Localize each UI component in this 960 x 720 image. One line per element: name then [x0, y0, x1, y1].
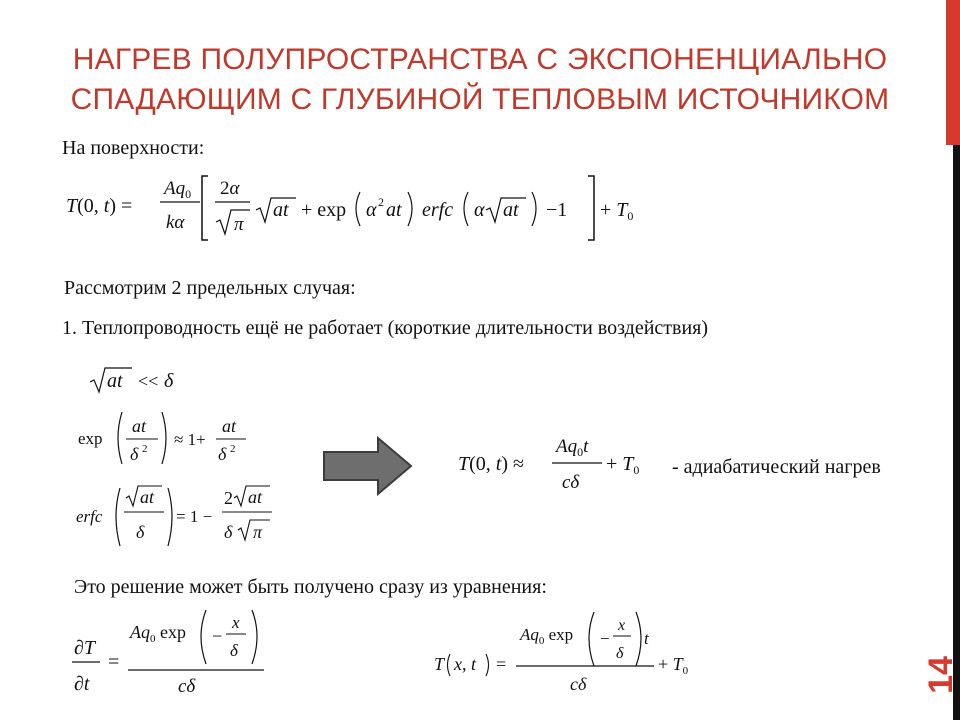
- svg-text:at: at: [386, 199, 402, 221]
- right-arrow-icon: [322, 436, 414, 496]
- svg-text:δ: δ: [130, 444, 139, 464]
- svg-text:α: α: [366, 199, 377, 221]
- svg-text:erfc: erfc: [76, 507, 103, 526]
- svg-text:∂t: ∂t: [74, 673, 90, 695]
- adiabatic-formula: [456, 432, 656, 496]
- svg-text:δ: δ: [224, 522, 233, 542]
- svg-text:+ exp: + exp: [301, 199, 347, 221]
- svg-text:2α: 2α: [220, 178, 240, 199]
- svg-text:x: x: [618, 617, 626, 634]
- erfc-approximation: [76, 480, 276, 552]
- svg-text:x, t: x, t: [454, 654, 477, 674]
- page-number: 14: [922, 656, 960, 694]
- svg-text:<<: <<: [138, 371, 159, 391]
- svg-text:at: at: [273, 199, 289, 221]
- svg-text:t: t: [644, 629, 649, 648]
- svg-text:δ: δ: [616, 645, 624, 662]
- consider-cases-text: Рассмотрим 2 предельных случая:: [64, 277, 356, 299]
- svg-text:+ T0: + $T_0$: [658, 654, 689, 677]
- svg-text:at: at: [107, 370, 123, 392]
- svg-text:+ T0: + $T_0$: [606, 453, 640, 477]
- svg-text:Aq0t: $Aq_0t$: [556, 436, 589, 459]
- svg-text:δ: δ: [218, 444, 227, 464]
- svg-text:at: at: [222, 416, 237, 436]
- case-1-text: 1. Теплопроводность ещё не работает (короткие длительности воздействия): [62, 317, 709, 339]
- svg-text:2: 2: [142, 443, 148, 455]
- adiabatic-label: - адиабатический нагрев: [672, 456, 881, 478]
- svg-text:2: 2: [224, 488, 233, 508]
- svg-text:exp: exp: [78, 429, 103, 448]
- svg-text:Aq0 exp: $Aq_0$ exp: [130, 622, 186, 645]
- svg-text:−: −: [212, 626, 223, 646]
- svg-text:Aq0 exp: $Aq_0$ exp: [520, 625, 574, 647]
- svg-text:2: 2: [230, 443, 236, 455]
- svg-text:at: at: [248, 487, 263, 507]
- svg-text:∂T: ∂T: [74, 637, 96, 659]
- svg-text:δ: δ: [136, 522, 145, 542]
- side-rule: [953, 145, 960, 720]
- svg-text:−: −: [600, 629, 610, 648]
- svg-text:δ: δ: [230, 641, 238, 660]
- title-line-1: НАГРЕВ ПОЛУПРОСТРАНСТВА С ЭКСПОНЕНЦИАЛЬНО: [72, 43, 888, 76]
- svg-text:=: =: [108, 651, 120, 673]
- svg-text:=: =: [496, 654, 507, 674]
- svg-text:erfc: erfc: [422, 199, 454, 221]
- svg-text:δ: δ: [164, 370, 174, 392]
- slide-title: [40, 40, 920, 120]
- svg-text:≈ 1+: ≈ 1+: [174, 430, 206, 449]
- svg-text:cδ: cδ: [562, 472, 580, 493]
- solution-formula: [432, 604, 702, 700]
- surface-label: На поверхности:: [62, 137, 205, 159]
- svg-text:π: π: [234, 214, 244, 235]
- svg-text:= 1 −: = 1 −: [176, 507, 213, 526]
- svg-text:cδ: cδ: [178, 676, 196, 697]
- svg-text:+ T0: + $T_0$: [600, 199, 634, 223]
- title-line-2: СПАДАЮЩИМ С ГЛУБИНОЙ ТЕПЛОВЫМ ИСТОЧНИКОМ: [70, 83, 890, 116]
- svg-text:π: π: [253, 522, 263, 542]
- svg-text:cδ: cδ: [570, 674, 587, 694]
- svg-text:T: T: [434, 654, 445, 674]
- surface-temperature-formula: [60, 170, 660, 246]
- svg-text:T(0, t) ≈: T(0, t) ≈: [458, 453, 524, 475]
- svg-text:at: at: [132, 416, 147, 436]
- svg-text:Aq0: $Aq_0$: [164, 178, 192, 201]
- svg-text:kα: kα: [166, 212, 185, 233]
- svg-text:−1: −1: [546, 199, 568, 221]
- svg-text:2: 2: [378, 195, 384, 209]
- short-time-condition: [86, 360, 196, 396]
- svg-text:at: at: [140, 487, 155, 507]
- exp-approximation: [76, 408, 266, 468]
- accent-bar: [946, 0, 960, 145]
- heat-equation: [70, 604, 270, 700]
- svg-text:at: at: [503, 199, 519, 221]
- solution-text: Это решение может быть получено сразу из уравнения:: [74, 576, 547, 598]
- svg-text:T(0, t) =: T(0, t) =: [66, 195, 133, 217]
- svg-text:α: α: [474, 199, 485, 221]
- svg-text:x: x: [232, 613, 240, 632]
